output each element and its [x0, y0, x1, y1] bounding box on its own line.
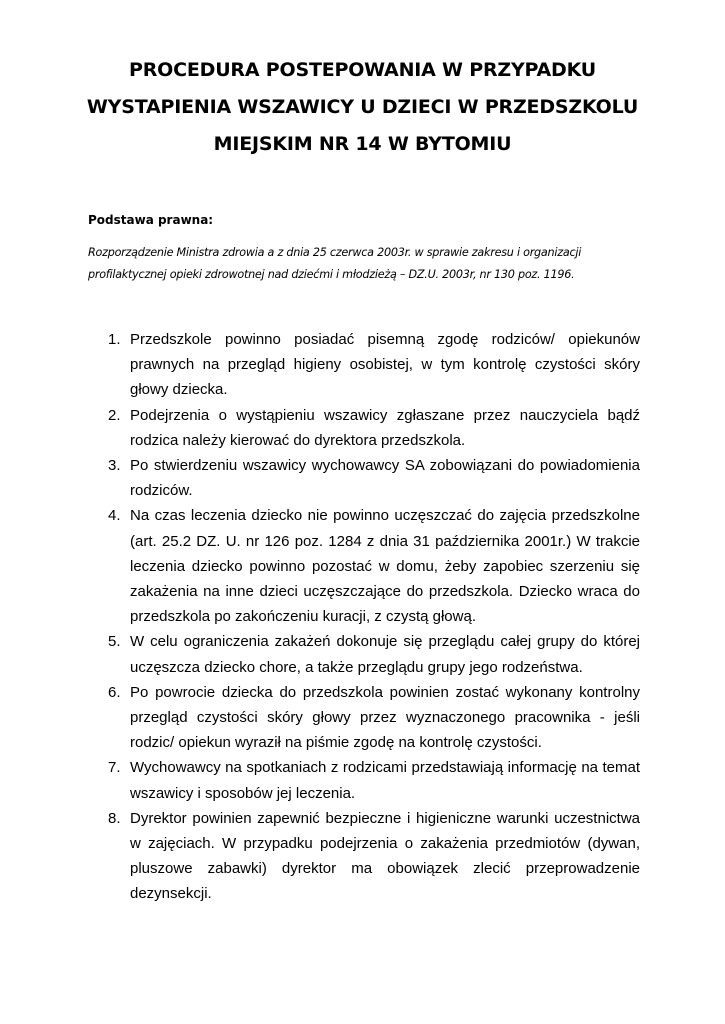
list-item-text: Po stwierdzeniu wszawicy wychowawcy SA zobowiązani do powiadomienia rodziców. — [130, 457, 640, 500]
list-item — [100, 453, 640, 503]
list-item-text: Po powrocie dziecka do przedszkola powinien zostać wykonany kontrolny przegląd czystości skóry głowy przez wyznaczonego pracownika - jeśli rodzic/ opiekun wyraził na piśmie zgodę na kontrolę czystości. — [130, 683, 640, 752]
document-title — [60, 52, 665, 163]
list-item-number: 6. — [108, 683, 121, 701]
title-line-2: WYSTAPIENIA WSZAWICY U DZIECI W PRZEDSZKOLU — [86, 96, 639, 118]
list-item — [100, 629, 640, 679]
list-item-number: 4. — [108, 507, 121, 525]
list-item — [100, 503, 640, 629]
legal-basis-label: Podstawa prawna: — [88, 213, 214, 227]
legal-basis-text: Rozporządzenie Ministra zdrowia a z dnia 25 czerwca 2003r. w sprawie zakresu i organizacji profilaktycznej opieki zdrowotnej nad dziećmi i młodzieżą – DZ.U. 2003r, nr 130 poz. 1196. — [88, 246, 582, 281]
list-item — [100, 403, 640, 453]
title-line-3: MIEJSKIM NR 14 W BYTOMIU — [213, 133, 512, 155]
list-item — [100, 755, 640, 805]
list-item — [100, 806, 640, 907]
list-item — [100, 327, 640, 403]
list-item-number: 8. — [108, 809, 121, 827]
title-line-1: PROCEDURA POSTEPOWANIA W PRZYPADKU — [129, 59, 596, 81]
list-item-text: Wychowawcy na spotkaniach z rodzicami przedstawiają informację na temat wszawicy i sposobów jej leczenia. — [130, 759, 640, 802]
list-item-number: 1. — [108, 331, 121, 348]
list-item-number: 2. — [108, 406, 121, 424]
list-item-text: Przedszkole powinno posiadać pisemną zgodę rodziców/ opiekunów prawnych na przegląd higieny osobistej, w tym kontrolę czystości skóry głowy dziecka. — [130, 331, 640, 399]
list-item — [100, 680, 640, 756]
list-item-text: Dyrektor powinien zapewnić bezpieczne i higieniczne warunki uczestnictwa w zajęciach. W przypadku podejrzenia o zakażenia przedmiotów (dywan, pluszowe zabawki) dyrektor ma obowiązek zlecić przeprowadzenie dezynsekcji. — [130, 809, 640, 903]
list-item-text: W celu ograniczenia zakażeń dokonuje się przeglądu całej grupy do której uczęszcza dziecko chore, a także przeglądu grupy jego rodzeństwa. — [130, 633, 640, 676]
procedure-list — [100, 327, 640, 907]
list-item-number: 5. — [108, 633, 121, 651]
list-item-number: 7. — [108, 759, 121, 777]
list-item-text: Podejrzenia o wystąpieniu wszawicy zgłaszane przez nauczyciela bądź rodzica należy kierować do dyrektora przedszkola. — [130, 406, 640, 449]
list-item-text: Na czas leczenia dziecko nie powinno uczęszczać do zajęcia przedszkolne (art. 25.2 DZ. U. nr 126 poz. 1284 z dnia 31 października 2001r.) W trakcie leczenia dziecko powinno pozostać w domu, żeby zapobiec szerzeniu się zakażenia na inne dzieci uczęszczające do przedszkola. Dziecko wraca do przedszkola po zakończeniu kuracji, z czystą głową. — [130, 507, 640, 626]
list-item-number: 3. — [108, 457, 121, 475]
